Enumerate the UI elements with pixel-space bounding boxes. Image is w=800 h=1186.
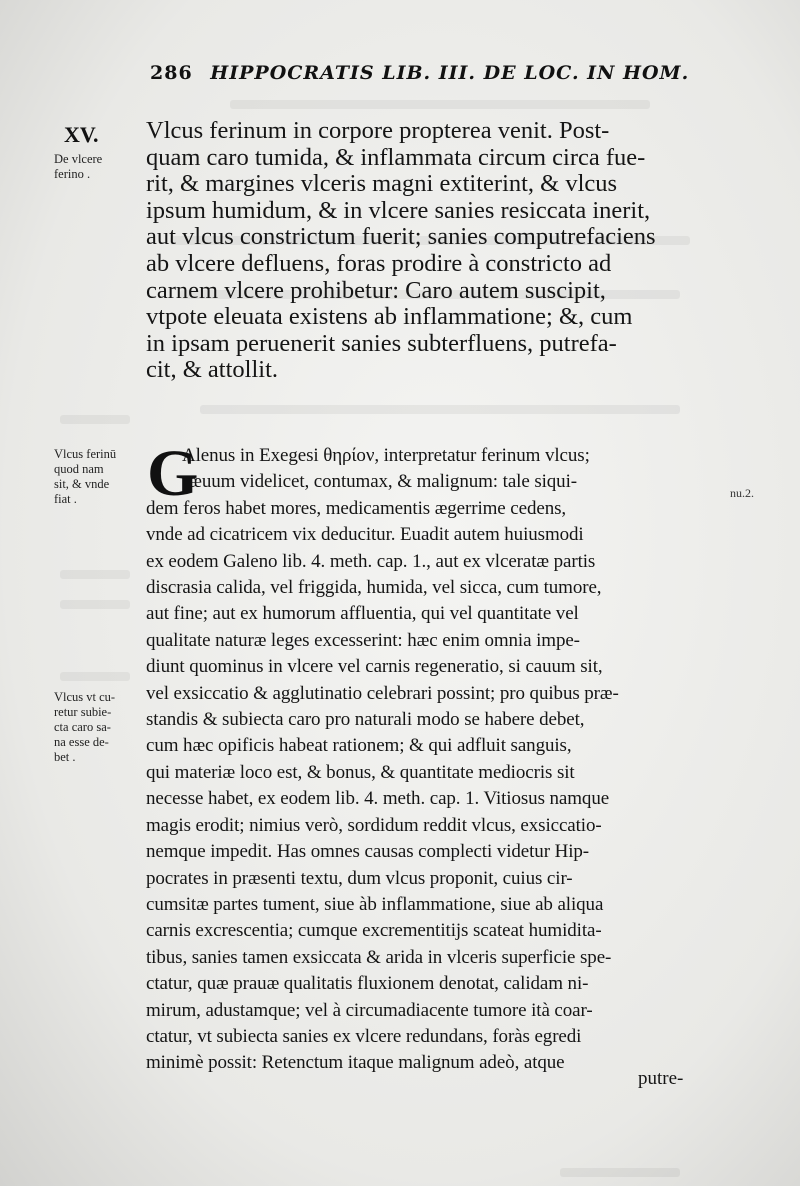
right-margin-note: nu.2. <box>730 486 754 500</box>
margin-note-line: De vlcere <box>54 152 103 166</box>
text-line: quam caro tumida, & inflammata circum circa fue- <box>146 143 646 171</box>
margin-note-line: retur subie- <box>54 705 112 719</box>
text-line: magis erodit; nimius verò, sordidum reddit vlcus, exsiccatio- <box>146 814 602 836</box>
text-line: Alenus in Exegesi θηρίον, interpretatur ferinum vlcus; <box>182 445 590 466</box>
text-line: pocrates in præsenti textu, dum vlcus proponit, cuius cir- <box>146 867 573 889</box>
margin-note-line: Vlcus ferinū <box>54 447 117 461</box>
catchword: putre- <box>638 1068 684 1089</box>
text-line: qualitate naturæ leges excesserint: hæc enim omnia impe- <box>146 629 580 651</box>
text-line: necesse habet, ex eodem lib. 4. meth. cap. 1. Vitiosus namque <box>146 788 610 810</box>
text-line: nemque impedit. Has omnes causas complecti videtur Hip- <box>146 841 589 863</box>
text-line: vnde ad cicatricem vix deducitur. Euadit autem huiusmodi <box>146 524 584 546</box>
margin-note-vlcus-ferinum <box>54 447 146 507</box>
text-line: discrasia calida, vel friggida, humida, vel sicca, cum tumore, <box>146 577 602 599</box>
text-line: in ipsam peruenerit sanies subterfluens, putrefa- <box>146 329 617 357</box>
margin-note-line: fiat . <box>54 492 77 506</box>
text-line: qui materiæ loco est, & bonus, & quantitate mediocris sit <box>146 761 575 783</box>
text-line: dem feros habet mores, medicamentis ægerrime cedens, <box>146 497 567 519</box>
text-line: tibus, sanies tamen exsiccata & arida in vlceris superficie spe- <box>146 946 612 968</box>
text-line: rit, & margines vlceris magni extiterint, & vlcus <box>146 170 618 198</box>
margin-note-vlcus-vt-curetur <box>54 690 146 765</box>
page-number: 286 <box>150 62 193 84</box>
text-line: sæuum videlicet, contumax, & malignum: tale siqui- <box>182 471 577 493</box>
text-line: minimè possit: Retenctum itaque malignum adeò, atque <box>146 1052 565 1074</box>
text-line: carnem vlcere prohibetur: Caro autem suscipit, <box>146 276 606 304</box>
text-line: mirum, adustamque; vel à circumadiacente tumore ità coar- <box>146 999 593 1021</box>
running-header <box>150 62 760 84</box>
margin-note-line: sit, & vnde <box>54 477 110 491</box>
text-line: aut fine; aut ex humorum affluentia, qui vel quantitate vel <box>146 603 579 625</box>
text-line: diunt quominus in vlcere vel carnis regeneratio, si cauum sit, <box>146 656 603 678</box>
text-line: ex eodem Galeno lib. 4. meth. cap. 1., aut ex vlceratæ partis <box>146 550 596 572</box>
text-line: vel exsiccatio & agglutinatio celebrari possint; pro quibus præ- <box>146 682 619 704</box>
text-line: aut vlcus constrictum fuerit; sanies computrefaciens <box>146 223 656 251</box>
text-line: ipsum humidum, & in vlcere sanies resiccata inerit, <box>146 196 651 224</box>
margin-note-line: ferino . <box>54 167 91 181</box>
drop-cap: G <box>147 437 199 510</box>
margin-note-line: bet . <box>54 750 76 764</box>
text-line: ctatur, vt subiecta sanies ex vlcere redundans, foràs egredi <box>146 1025 582 1047</box>
chapter-number: XV. <box>64 122 99 147</box>
running-title: HIPPOCRATIS LIB. III. DE LOC. IN HOM. <box>210 62 690 84</box>
margin-note-line: Vlcus vt cu- <box>54 690 116 704</box>
text-line: standis & subiecta caro pro naturali modo se habere debet, <box>146 709 585 731</box>
text-line: ab vlcere defluens, foras prodire à constricto ad <box>146 249 612 277</box>
margin-note-de-vlcere-ferino <box>54 152 146 182</box>
commentary-text <box>146 437 746 1077</box>
text-line: cumsitæ partes tument, siue àb inflammatione, siue ab aliqua <box>146 893 604 915</box>
hippocrates-text <box>146 118 746 384</box>
margin-note-line: cta caro sa- <box>54 720 111 734</box>
margin-note-line: na esse de- <box>54 735 109 749</box>
text-line: ctatur, quæ prauæ qualitatis fluxionem denotat, calidam ni- <box>146 973 589 995</box>
text-line: cum hæc opificis habeat rationem; & qui adfluit sanguis, <box>146 735 572 757</box>
text-line: Vlcus ferinum in corpore propterea venit. Post- <box>146 117 610 144</box>
text-line: vtpote eleuata existens ab inflammatione; &, cum <box>146 303 633 331</box>
margin-note-line: quod nam <box>54 462 104 476</box>
text-line: cit, & attollit. <box>146 356 279 384</box>
text-line: carnis excrescentia; cumque excrementitijs scateat humidita- <box>146 920 602 942</box>
